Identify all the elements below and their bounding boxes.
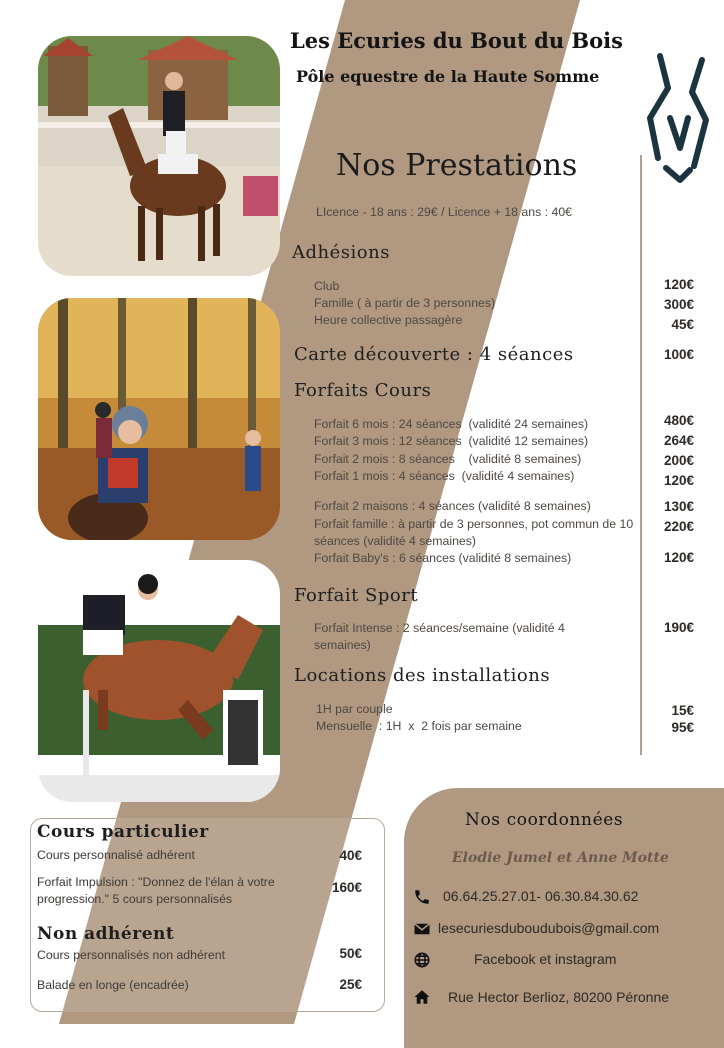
contact-names: Elodie Jumel et Anne Motte: [452, 850, 669, 866]
location-couple: 1H par couple: [316, 702, 393, 716]
forfait-impulsion: Forfait Impulsion : "Donnez de l'élan à votre progression." 5 cours personnalisés: [37, 875, 275, 906]
forfait-2mois: Forfait 2 mois : 8 séances (validité 8 semaines): [314, 452, 582, 466]
contact-address: Rue Hector Berlioz, 80200 Péronne: [448, 989, 670, 1005]
page-subtitle: Pôle equestre de la Haute Somme: [296, 67, 600, 86]
forfait-6mois: Forfait 6 mois : 24 séances (validité 24 semaines): [314, 417, 589, 431]
contact-phone[interactable]: 06.64.25.27.01- 06.30.84.30.62: [443, 888, 639, 904]
carte-price: 100€: [663, 347, 694, 362]
photo-dressage: [38, 36, 280, 276]
forfait-6mois-price: 480€: [663, 413, 694, 428]
forfait-impulsion-price: 160€: [331, 880, 362, 895]
email-icon: [413, 920, 431, 938]
forfait-famille: Forfait famille : à partir de 3 personnes, pot commun de 10 séances (validité 4 semaines): [314, 517, 634, 548]
home-icon: [413, 988, 431, 1006]
photo-show-jumping: [38, 560, 280, 802]
forfait-intense: Forfait Intense : 2 séances/semaine (validité 4 semaines): [314, 621, 565, 652]
forfait-3mois: Forfait 3 mois : 12 séances (validité 12 semaines): [314, 434, 589, 448]
forfait-2mois-price: 200€: [663, 453, 694, 468]
adhesion-club-price: 120€: [663, 277, 694, 292]
contact-email[interactable]: lesecuriesduboudubois@gmail.com: [438, 920, 660, 936]
phone-icon: [413, 888, 431, 906]
licence-text: LIcence - 18 ans : 29€ / Licence + 18 ans : 40€: [316, 205, 573, 219]
forfait-2maisons: Forfait 2 maisons : 4 séances (validité 8 semaines): [314, 499, 591, 513]
cours-non-adherent-price: 50€: [339, 946, 362, 961]
forfait-baby-price: 120€: [663, 550, 694, 565]
adhesion-famille: Famille ( à partir de 3 personnes): [314, 296, 496, 310]
divider-line: [640, 155, 642, 755]
adhesion-heure-price: 45€: [671, 317, 694, 332]
page-title: Les Ecuries du Bout du Bois: [290, 28, 623, 53]
location-mensuelle-price: 95€: [671, 720, 694, 735]
non-adherent-heading: Non adhérent: [37, 924, 175, 944]
forfait-intense-price: 190€: [663, 620, 694, 635]
contact-web[interactable]: Facebook et instagram: [474, 951, 617, 967]
forfait-baby: Forfait Baby's : 6 séances (validité 8 semaines): [314, 551, 572, 565]
prestations-title: Nos Prestations: [336, 148, 578, 183]
cours-non-adherent: Cours personnalisés non adhérent: [37, 948, 225, 962]
forfait-3mois-price: 264€: [663, 433, 694, 448]
balade-longe: Balade en longe (encadrée): [37, 978, 189, 992]
cours-adherent-price: 40€: [339, 848, 362, 863]
location-mensuelle: Mensuelle : 1H x 2 fois par semaine: [316, 719, 522, 733]
location-couple-price: 15€: [671, 703, 694, 718]
forfait-1mois: Forfait 1 mois : 4 séances (validité 4 semaines): [314, 469, 575, 483]
particulier-heading: Cours particulier: [37, 822, 209, 842]
locations-heading: Locations des installations: [294, 665, 551, 686]
forfait-2maisons-price: 130€: [663, 499, 694, 514]
contact-heading: Nos coordonnées: [465, 810, 624, 830]
adhesion-club: Club: [314, 279, 340, 293]
adhesion-famille-price: 300€: [663, 297, 694, 312]
photo-children-forest: [38, 298, 280, 540]
forfait-famille-price: 220€: [663, 519, 694, 534]
forfaits-heading: Forfaits Cours: [294, 380, 432, 401]
globe-icon: [413, 951, 431, 969]
forfait-1mois-price: 120€: [663, 473, 694, 488]
horse-head-logo-icon: [640, 48, 718, 188]
adhesion-heure: Heure collective passagère: [314, 313, 463, 327]
carte-heading: Carte découverte : 4 séances: [294, 344, 574, 365]
balade-longe-price: 25€: [339, 977, 362, 992]
sport-heading: Forfait Sport: [294, 585, 419, 606]
adhesions-heading: Adhésions: [292, 242, 390, 263]
cours-adherent: Cours personnalisé adhérent: [37, 848, 195, 862]
